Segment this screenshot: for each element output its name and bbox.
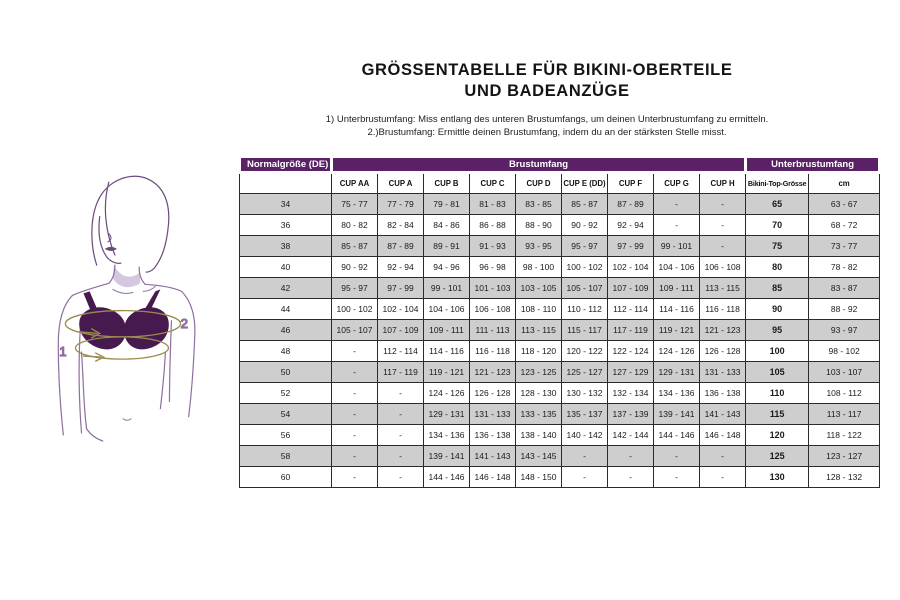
- cell-range: 97 - 99: [608, 236, 654, 257]
- page-title-line2: UND BADEANZÜGE: [464, 82, 630, 100]
- cell-range: 133 - 135: [516, 404, 562, 425]
- cell-range: 104 - 106: [654, 257, 700, 278]
- cell-range: 142 - 144: [608, 425, 654, 446]
- cell-range: 109 - 111: [424, 320, 470, 341]
- size-row-34: [240, 194, 880, 215]
- size-row-36: [240, 215, 880, 236]
- cell-range: 111 - 113: [470, 320, 516, 341]
- size-row-50: [240, 362, 880, 383]
- cell-range: 119 - 121: [424, 362, 470, 383]
- cell-range: 117 - 119: [378, 362, 424, 383]
- cell-range: 136 - 138: [700, 383, 746, 404]
- page-title-line1: GRÖSSENTABELLE FÜR BIKINI-OBERTEILE: [361, 61, 733, 79]
- bust-tape-label: 2: [180, 315, 188, 331]
- cell-cm: 128 - 132: [809, 467, 880, 488]
- cell-range: 121 - 123: [700, 320, 746, 341]
- page-title: [194, 60, 900, 102]
- underbust-tape-label: 1: [59, 344, 67, 360]
- cup-header-a: CUP A: [378, 173, 424, 194]
- cell-size: 56: [240, 425, 332, 446]
- cell-range: 123 - 125: [516, 362, 562, 383]
- cell-top-size: 90: [746, 299, 809, 320]
- neck-shading: [113, 265, 140, 287]
- cell-range: 100 - 102: [562, 257, 608, 278]
- cell-top-size: 120: [746, 425, 809, 446]
- cell-range: 132 - 134: [608, 383, 654, 404]
- cell-range: 144 - 146: [424, 467, 470, 488]
- cell-range: 90 - 92: [562, 215, 608, 236]
- cup-header-d: CUP D: [516, 173, 562, 194]
- cell-top-size: 95: [746, 320, 809, 341]
- cell-range: 80 - 82: [332, 215, 378, 236]
- cell-cm: 103 - 107: [809, 362, 880, 383]
- cell-range: 92 - 94: [608, 215, 654, 236]
- cell-top-size: 85: [746, 278, 809, 299]
- cell-range: 86 - 88: [470, 215, 516, 236]
- cell-range: 97 - 99: [378, 278, 424, 299]
- cell-range: 118 - 120: [516, 341, 562, 362]
- cell-range: -: [562, 467, 608, 488]
- cell-range: 116 - 118: [700, 299, 746, 320]
- cell-range: 134 - 136: [424, 425, 470, 446]
- cell-top-size: 80: [746, 257, 809, 278]
- cell-range: 141 - 143: [470, 446, 516, 467]
- cell-top-size: 125: [746, 446, 809, 467]
- cell-range: 121 - 123: [470, 362, 516, 383]
- cell-range: 88 - 90: [516, 215, 562, 236]
- cell-range: -: [378, 425, 424, 446]
- cell-range: 95 - 97: [562, 236, 608, 257]
- cup-header-g: CUP G: [654, 173, 700, 194]
- cell-range: 114 - 116: [424, 341, 470, 362]
- cell-top-size: 115: [746, 404, 809, 425]
- note-bust: 2.)Brustumfang: Ermittle deinen Brustumfang, indem du an der stärksten Stelle misst.: [367, 127, 727, 139]
- size-row-46: [240, 320, 880, 341]
- size-row-60: [240, 467, 880, 488]
- bikini-top-size-header: Bikini-Top-Grösse: [746, 173, 809, 194]
- cell-range: 117 - 119: [608, 320, 654, 341]
- cell-range: 131 - 133: [470, 404, 516, 425]
- col-header-normal-size: Normalgröße (DE): [240, 157, 332, 173]
- cell-size: 38: [240, 236, 332, 257]
- header-block: [194, 60, 900, 140]
- cell-size: 40: [240, 257, 332, 278]
- size-row-42: [240, 278, 880, 299]
- cell-cm: 73 - 77: [809, 236, 880, 257]
- cell-range: 91 - 93: [470, 236, 516, 257]
- cell-range: 100 - 102: [332, 299, 378, 320]
- cell-size: 34: [240, 194, 332, 215]
- cell-range: 124 - 126: [654, 341, 700, 362]
- group-header-row: [240, 157, 880, 173]
- cell-range: -: [654, 194, 700, 215]
- cell-range: -: [378, 446, 424, 467]
- right-arm: [182, 291, 195, 416]
- cell-range: 87 - 89: [608, 194, 654, 215]
- cell-cm: 118 - 122: [809, 425, 880, 446]
- cell-range: -: [332, 383, 378, 404]
- cell-range: -: [700, 446, 746, 467]
- cell-range: 96 - 98: [470, 257, 516, 278]
- cell-range: 81 - 83: [470, 194, 516, 215]
- cell-range: 128 - 130: [516, 383, 562, 404]
- cell-range: 143 - 145: [516, 446, 562, 467]
- cell-range: -: [332, 467, 378, 488]
- cell-range: -: [608, 446, 654, 467]
- size-row-58: [240, 446, 880, 467]
- size-row-56: [240, 425, 880, 446]
- size-row-52: [240, 383, 880, 404]
- size-row-40: [240, 257, 880, 278]
- cup-header-f: CUP F: [608, 173, 654, 194]
- cell-cm: 68 - 72: [809, 215, 880, 236]
- cell-range: 93 - 95: [516, 236, 562, 257]
- cell-cm: 108 - 112: [809, 383, 880, 404]
- cell-range: -: [654, 215, 700, 236]
- lips: [105, 247, 117, 251]
- cm-header: cm: [809, 173, 880, 194]
- cell-top-size: 105: [746, 362, 809, 383]
- cup-header-h: CUP H: [700, 173, 746, 194]
- cell-range: 144 - 146: [654, 425, 700, 446]
- cell-range: 85 - 87: [562, 194, 608, 215]
- cup-header-e-dd: CUP E (DD): [562, 173, 608, 194]
- cell-top-size: 130: [746, 467, 809, 488]
- cell-range: 130 - 132: [562, 383, 608, 404]
- cell-range: 79 - 81: [424, 194, 470, 215]
- cell-range: 99 - 101: [424, 278, 470, 299]
- cell-range: 119 - 121: [654, 320, 700, 341]
- cell-range: 141 - 143: [700, 404, 746, 425]
- cell-cm: 63 - 67: [809, 194, 880, 215]
- left-arm: [58, 295, 72, 435]
- cell-range: 103 - 105: [516, 278, 562, 299]
- cell-range: 102 - 104: [608, 257, 654, 278]
- cell-size: 36: [240, 215, 332, 236]
- cell-range: 129 - 131: [654, 362, 700, 383]
- cell-range: 85 - 87: [332, 236, 378, 257]
- size-table-body: [240, 194, 880, 488]
- cell-range: -: [332, 362, 378, 383]
- cell-cm: 83 - 87: [809, 278, 880, 299]
- measurement-notes: [194, 113, 900, 140]
- cell-size: 48: [240, 341, 332, 362]
- cell-range: 140 - 142: [562, 425, 608, 446]
- cell-range: -: [700, 194, 746, 215]
- cell-range: 105 - 107: [562, 278, 608, 299]
- bangs: [105, 182, 114, 255]
- cell-range: 92 - 94: [378, 257, 424, 278]
- cell-size: 58: [240, 446, 332, 467]
- cell-cm: 88 - 92: [809, 299, 880, 320]
- cell-size: 52: [240, 383, 332, 404]
- cell-range: 139 - 141: [654, 404, 700, 425]
- cell-range: 122 - 124: [608, 341, 654, 362]
- cell-range: -: [654, 446, 700, 467]
- head-outline: [92, 176, 169, 272]
- size-row-48: [240, 341, 880, 362]
- cell-range: 148 - 150: [516, 467, 562, 488]
- cell-cm: 98 - 102: [809, 341, 880, 362]
- cell-range: 124 - 126: [424, 383, 470, 404]
- cell-range: 109 - 111: [654, 278, 700, 299]
- cell-range: 110 - 112: [562, 299, 608, 320]
- cell-cm: 93 - 97: [809, 320, 880, 341]
- cell-range: 146 - 148: [470, 467, 516, 488]
- measurement-figure: [50, 164, 202, 442]
- cell-range: 107 - 109: [608, 278, 654, 299]
- cell-range: 107 - 109: [378, 320, 424, 341]
- cell-range: 112 - 114: [378, 341, 424, 362]
- col-header-underbust: Unterbrustumfang: [746, 157, 880, 173]
- cell-range: -: [700, 467, 746, 488]
- cell-range: 98 - 100: [516, 257, 562, 278]
- cell-range: 114 - 116: [654, 299, 700, 320]
- cell-range: 99 - 101: [654, 236, 700, 257]
- cell-range: -: [332, 425, 378, 446]
- navel: [123, 419, 131, 421]
- cell-range: 120 - 122: [562, 341, 608, 362]
- cup-header-b: CUP B: [424, 173, 470, 194]
- cell-range: 136 - 138: [470, 425, 516, 446]
- cell-range: 102 - 104: [378, 299, 424, 320]
- cell-range: 90 - 92: [332, 257, 378, 278]
- cell-range: 126 - 128: [700, 341, 746, 362]
- cell-range: 77 - 79: [378, 194, 424, 215]
- size-table: [238, 155, 881, 488]
- size-row-44: [240, 299, 880, 320]
- note-underbust: 1) Unterbrustumfang: Miss entlang des unteren Brustumfangs, um deinen Unterbrustumfang zu ermitteln.: [325, 114, 769, 125]
- cell-cm: 78 - 82: [809, 257, 880, 278]
- cell-range: 146 - 148: [700, 425, 746, 446]
- cell-cm: 113 - 117: [809, 404, 880, 425]
- cell-range: 101 - 103: [470, 278, 516, 299]
- size-row-54: [240, 404, 880, 425]
- cell-range: 131 - 133: [700, 362, 746, 383]
- cell-top-size: 75: [746, 236, 809, 257]
- cell-size: 42: [240, 278, 332, 299]
- cell-range: 108 - 110: [516, 299, 562, 320]
- cell-range: 95 - 97: [332, 278, 378, 299]
- woman-illustration: [50, 164, 202, 442]
- cell-range: 116 - 118: [470, 341, 516, 362]
- cell-range: -: [332, 341, 378, 362]
- cell-range: 138 - 140: [516, 425, 562, 446]
- cell-range: -: [700, 215, 746, 236]
- cell-size: 60: [240, 467, 332, 488]
- cell-range: 82 - 84: [378, 215, 424, 236]
- cell-range: 83 - 85: [516, 194, 562, 215]
- cell-range: 134 - 136: [654, 383, 700, 404]
- cup-header-row: [240, 173, 880, 194]
- cup-header-aa: CUP AA: [332, 173, 378, 194]
- cell-top-size: 100: [746, 341, 809, 362]
- cell-range: 89 - 91: [424, 236, 470, 257]
- cup-header-blank: [240, 173, 332, 194]
- cell-range: -: [332, 446, 378, 467]
- cell-size: 54: [240, 404, 332, 425]
- size-row-38: [240, 236, 880, 257]
- cell-range: 106 - 108: [470, 299, 516, 320]
- cell-range: 127 - 129: [608, 362, 654, 383]
- cup-header-c: CUP C: [470, 173, 516, 194]
- cell-top-size: 65: [746, 194, 809, 215]
- cell-range: -: [700, 236, 746, 257]
- cell-range: -: [608, 467, 654, 488]
- cell-range: -: [378, 383, 424, 404]
- cell-range: 75 - 77: [332, 194, 378, 215]
- cell-size: 46: [240, 320, 332, 341]
- cell-cm: 123 - 127: [809, 446, 880, 467]
- cell-range: 129 - 131: [424, 404, 470, 425]
- cell-range: 87 - 89: [378, 236, 424, 257]
- cell-top-size: 70: [746, 215, 809, 236]
- cell-range: 126 - 128: [470, 383, 516, 404]
- cell-range: -: [332, 404, 378, 425]
- col-header-bust: Brustumfang: [332, 157, 746, 173]
- cell-range: 113 - 115: [700, 278, 746, 299]
- cell-size: 50: [240, 362, 332, 383]
- cell-range: 135 - 137: [562, 404, 608, 425]
- cell-range: -: [654, 467, 700, 488]
- cell-range: -: [378, 404, 424, 425]
- cell-top-size: 110: [746, 383, 809, 404]
- cell-range: 112 - 114: [608, 299, 654, 320]
- cell-range: 104 - 106: [424, 299, 470, 320]
- cell-range: 113 - 115: [516, 320, 562, 341]
- cell-range: 115 - 117: [562, 320, 608, 341]
- cell-range: 139 - 141: [424, 446, 470, 467]
- cell-size: 44: [240, 299, 332, 320]
- cell-range: 137 - 139: [608, 404, 654, 425]
- cell-range: 105 - 107: [332, 320, 378, 341]
- cell-range: 84 - 86: [424, 215, 470, 236]
- cell-range: -: [562, 446, 608, 467]
- cell-range: 106 - 108: [700, 257, 746, 278]
- cell-range: -: [378, 467, 424, 488]
- cell-range: 125 - 127: [562, 362, 608, 383]
- cell-range: 94 - 96: [424, 257, 470, 278]
